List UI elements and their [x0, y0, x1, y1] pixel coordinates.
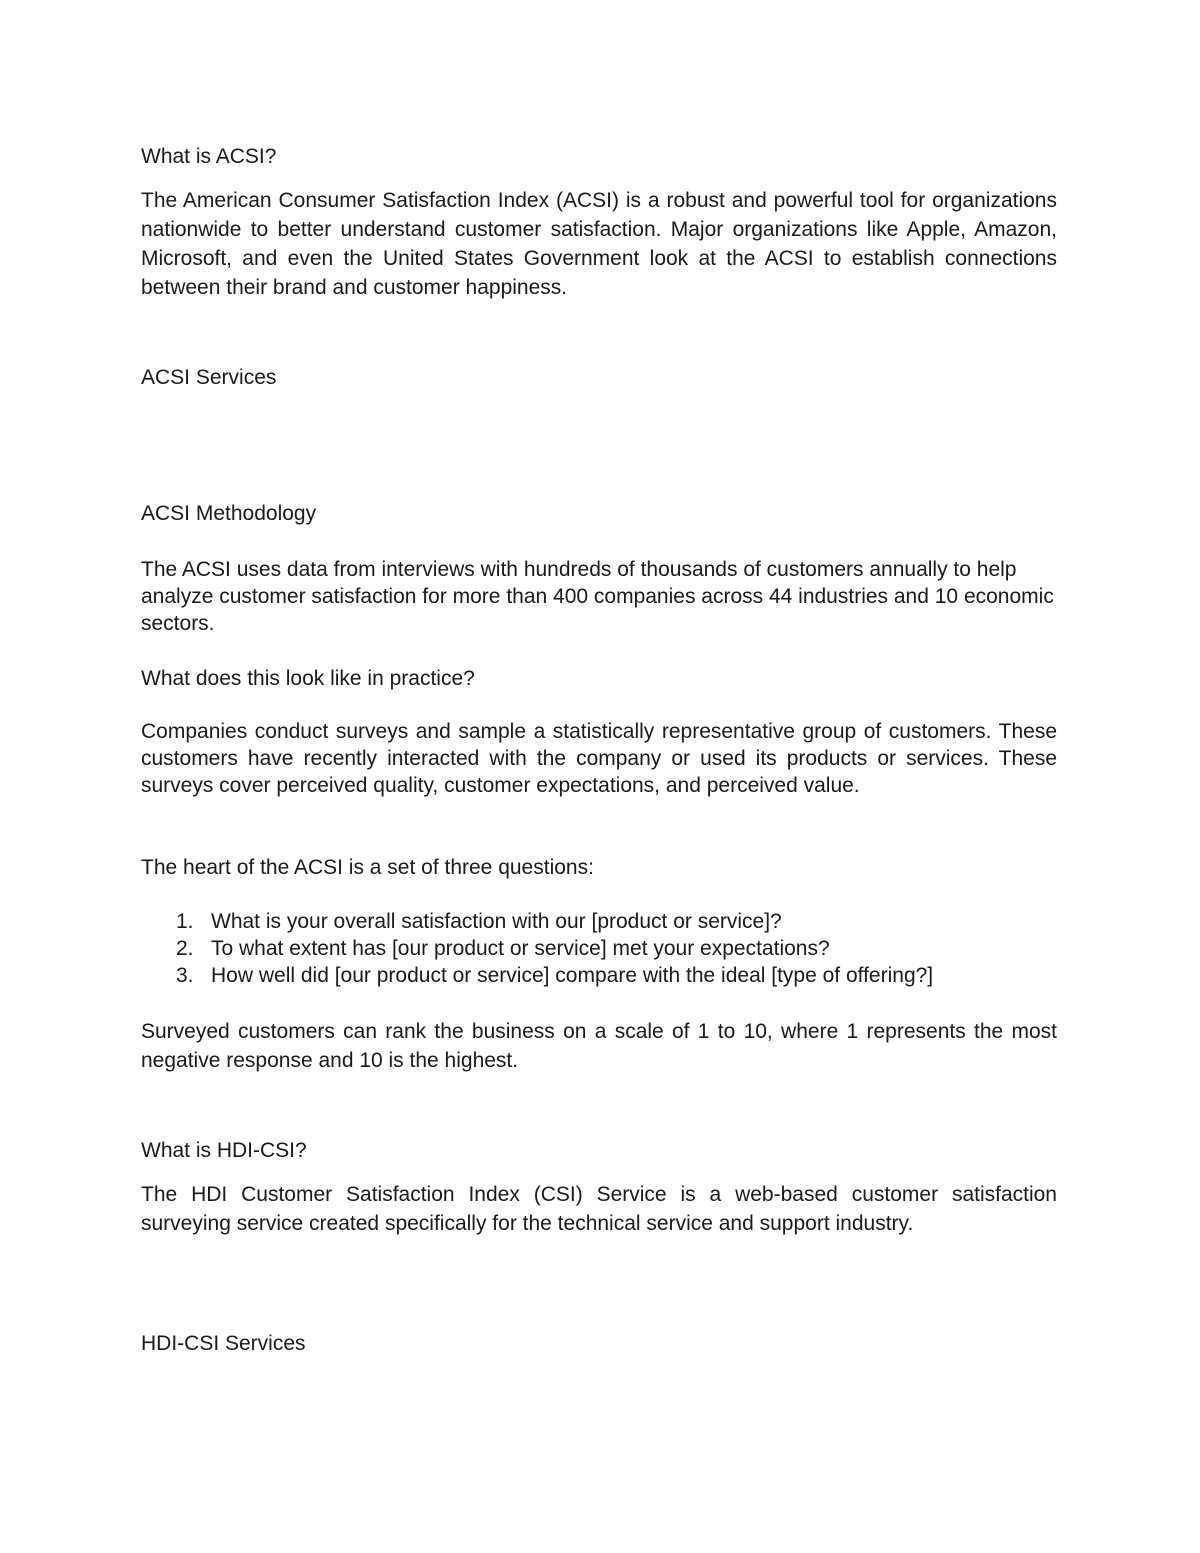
acsi-intro-paragraph: The American Consumer Satisfaction Index (ACSI) is a robust and powerful tool for organizations nationwide to better understand customer satisfaction. Major organizations like Apple, Amazon, Microsoft, and even the United States Government look at the ACSI to establish connections between their brand and customer happiness. [141, 189, 1057, 299]
scale-paragraph: Surveyed customers can rank the business on a scale of 1 to 10, where 1 represents the most negative response and 10 is the highest. [141, 1020, 1057, 1072]
list-item-text: How well did [our product or service] compare with the ideal [type of offering?] [211, 964, 934, 987]
list-item-number: 2. [176, 937, 194, 960]
list-item-number: 1. [176, 910, 194, 933]
acsi-services-heading: ACSI Services [141, 366, 277, 389]
list-item-number: 3. [176, 964, 194, 987]
list-item [141, 935, 1057, 962]
acsi-methodology-paragraph: The ACSI uses data from interviews with hundreds of thousands of customers annually to help analyze customer satisfaction for more than 400 companies across 44 industries and 10 economic sectors. [141, 558, 1054, 635]
hdi-heading: What is HDI-CSI? [141, 1139, 307, 1162]
document-page [141, 0, 1057, 1553]
hdi-paragraph: The HDI Customer Satisfaction Index (CSI) Service is a web-based customer satisfaction surveying service created specifically for the technical service and support industry. [141, 1183, 1057, 1235]
hdi-services-heading: HDI-CSI Services [141, 1332, 306, 1355]
list-item [141, 908, 1057, 935]
acsi-heading: What is ACSI? [141, 145, 277, 168]
list-item-text: To what extent has [our product or service] met your expectations? [211, 937, 830, 960]
questions-intro: The heart of the ACSI is a set of three questions: [141, 856, 594, 879]
acsi-methodology-heading: ACSI Methodology [141, 502, 317, 525]
questions-list [141, 908, 1057, 989]
practice-paragraph: Companies conduct surveys and sample a statistically representative group of customers. These customers have recently interacted with the company or used its products or services. These surveys cover perceived quality, customer expectations, and perceived value. [141, 720, 1057, 797]
list-item [141, 962, 1057, 989]
practice-heading: What does this look like in practice? [141, 667, 475, 690]
list-item-text: What is your overall satisfaction with our [product or service]? [211, 910, 782, 933]
